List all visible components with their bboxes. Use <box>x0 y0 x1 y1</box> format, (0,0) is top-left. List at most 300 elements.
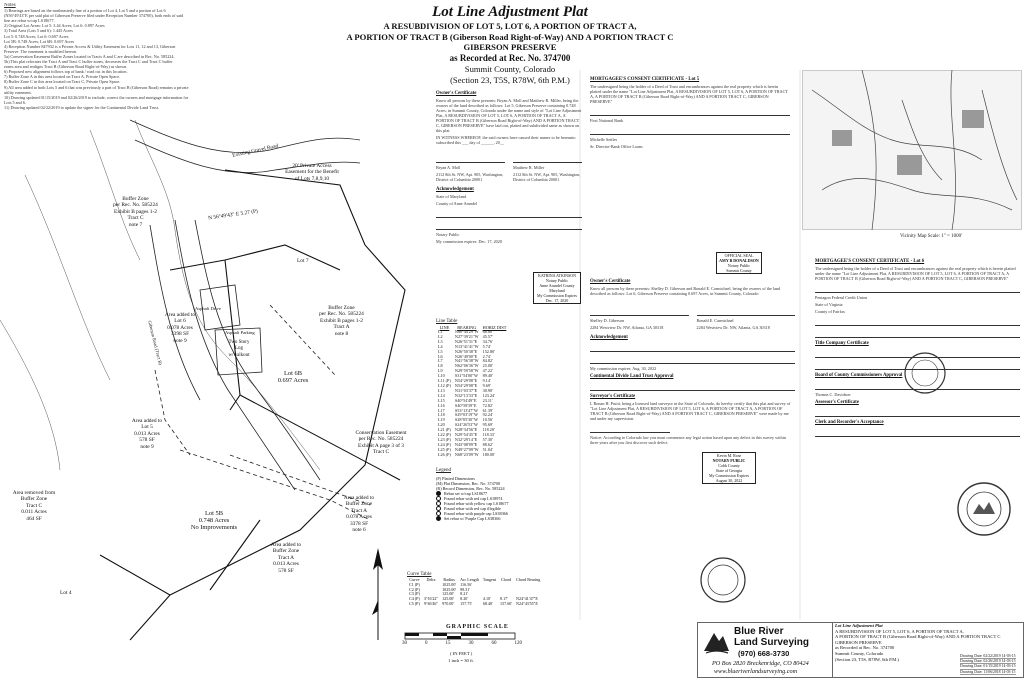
label-area-lot5 <box>127 418 167 450</box>
curve-table-header: Radius <box>443 577 455 582</box>
line-table-cell: L15 <box>438 397 445 403</box>
sheet-line: GIBERSON PRESERVE <box>835 639 882 645</box>
note-line: 10) Drawing updated 01/15/2019 and 02/26/2019 to include, correct the owners and mortgage information for <box>4 94 189 100</box>
ack-county: County of Fairfax <box>815 309 846 314</box>
curve-table <box>407 578 542 607</box>
assessor-heading: Assessor's Certificate <box>815 400 859 405</box>
board-signer: Thomas C. Davidson <box>815 392 851 397</box>
mortgagee-heading: MORTGAGEE'S CONSENT CERTIFICATE - Lot 5 <box>590 77 700 82</box>
line-table-cell: L3 <box>438 338 443 344</box>
label-text: Exhibit A page 3 of 3 <box>358 442 404 449</box>
curve-table-title: Curve Table <box>407 572 432 577</box>
curve-table-cell: 9°46'46" <box>423 600 439 606</box>
note-line: 4) Reception Number 847932 is a Private Access & Utility Easement for Lots 11, 12 and 13, Giberson <box>4 43 176 49</box>
plat-county: Summit County, Colorado <box>464 63 556 74</box>
curve-table-cell: 8.17' <box>500 596 508 602</box>
plat-section: (Section 23, T5S, R78W, 6th P.M.) <box>450 74 570 85</box>
company-name-1: Blue River <box>734 626 784 637</box>
label-text: Lot 6B <box>284 370 302 377</box>
curve-table-cell: 125.00' <box>442 596 455 602</box>
line-table-cell: 30.90' <box>482 387 493 393</box>
ack-state: State of Virginia <box>815 302 843 307</box>
label-text: 578 SF <box>139 437 155 444</box>
label-text: note 9 <box>140 443 154 450</box>
line-table-cell: L19 <box>438 417 445 423</box>
label-text: 464 SF <box>26 515 42 522</box>
line-table-cell: N68°23'09"W <box>454 451 479 457</box>
signer-name: Bryan A. Moll <box>436 165 461 170</box>
line-table-cell: 9.69' <box>482 382 491 388</box>
line-table-cell: 34.76' <box>482 338 493 344</box>
line-table-cell: N54°29'08"E <box>454 378 478 384</box>
ack-heading: Acknowledgement <box>436 187 474 192</box>
revision-row: Drawing Date: 01/15/2019 14-03-15 <box>960 664 1016 669</box>
line-table-body <box>436 330 508 458</box>
curve-table-header: Chord <box>500 577 512 582</box>
signature-line <box>590 381 795 391</box>
line-table-cell: L13 <box>438 387 445 393</box>
label-area-buffer <box>339 495 379 533</box>
revision-row: Drawing Date: 02/22/2019 14-03-15 <box>960 654 1016 658</box>
mortgagee-title: Sr. Director-Bank Office Loans <box>590 144 643 149</box>
ack-county: County of Anne Arundel <box>436 201 478 206</box>
curve-table-body <box>407 583 542 607</box>
curve-table-block <box>407 572 542 607</box>
curve-table-cell: N24°41'47"E <box>516 596 538 602</box>
signature-line <box>815 283 1020 293</box>
north-arrow <box>372 548 383 640</box>
mortgagee-body: The undersigned being the holder of a Deed of Trust and encumbrances against the real property which is herein platted under the name "Lot Line Adjustment Plat, A RESUBDIVISION OF LOT 5, LOT 6, A PORTION OF TRACT A, A PORTION OF TRACT B (Giberson Road Right-of-Way) AND A PORTION TRACT C, GIBERSON PRESERVE" <box>815 266 1016 281</box>
line-table-cell: S40°54'49"E <box>454 397 477 403</box>
line-table-cell: N31°03'37"E <box>454 387 478 393</box>
line-table-cell: 45.57' <box>482 333 493 339</box>
owners-cert-body: Know all persons by these presents: Bryan A. Moll and Matthew R. Miller, being the owners of the land described as follows: Lot 5, Giberson Preserve containing 0.748 Acres, in Summit County, Colorado under the name and style of "Lot Line Adjustment Plat, A RESUBDIVISION OF LOT 5, LOT 6, A PORTION OF TRACT A, A PORTION OF TRACT B (Giberson Road Right-of-Way) AND A PORTION TRACT C, GIBERSON PRESERVE" have laid out, platted and subdivided same as shown on this plat. <box>436 98 582 133</box>
sheet-line: as Recorded at Rec. No. 374700 <box>835 645 895 651</box>
line-table-cell: 47.22' <box>482 368 493 374</box>
line-table-cell: L14 <box>438 392 445 398</box>
vicinity-map-label: Vicinity Map Scale: 1" = 1000' <box>900 234 962 239</box>
notary-stamp <box>702 452 756 484</box>
line-table <box>436 325 508 458</box>
note-line: Lot 5: 0.748 Acres; Lot 6: 0.697 Acres <box>4 33 69 39</box>
label-text: Area removed from <box>12 490 56 496</box>
line-table-cell: 25.00' <box>482 363 493 369</box>
line-table-cell: 68.80' <box>482 329 493 334</box>
curve-table-cell: 970.00' <box>442 600 455 606</box>
stamp-text: Summit County <box>726 268 752 273</box>
survey-notice: Notice: According to Colorado law you must commence any legal action based upon any defect in this survey within three years after you first discover such defect. <box>590 435 786 445</box>
signer-name: Ronald E. Carmichael <box>696 318 734 323</box>
label-text: No Improvements <box>190 524 238 531</box>
label-text: 0.011 Acres <box>21 509 47 516</box>
signer-address: 2284 Westview Dr. NW, Atlanta, GA 30318 <box>696 325 770 330</box>
note-line: 5b) This plat relocates the Tract A and Tract C buffer zones, decreases the Tract C and Tract C buffer <box>4 59 173 65</box>
label-text: 0.697 Acres <box>277 377 309 384</box>
signature-line <box>590 423 670 433</box>
graphic-scale-bar <box>405 633 515 639</box>
line-table-cell: 51.04' <box>482 446 493 452</box>
curve-table-header-row <box>407 578 542 583</box>
label-text: 0.013 Acres <box>273 561 299 568</box>
line-table-cell: 61.39' <box>482 407 493 413</box>
line-table-cell: L5 <box>438 348 443 354</box>
label-text: 0.748 Acres <box>198 517 230 524</box>
label-text: note 8 <box>334 330 349 337</box>
label-text: Buffer Zone <box>122 196 149 202</box>
signature-line <box>590 354 795 364</box>
label-text: Buffer Zone <box>20 496 48 503</box>
line-table-cell: S24°26'53"W <box>454 422 478 428</box>
label-text: 0.078 Acres <box>346 514 372 521</box>
line-table-cell: 180.00' <box>482 451 495 457</box>
label-road-name: Giberson Road (Tract B) <box>147 320 164 366</box>
label-area-removed <box>12 490 56 522</box>
title-cert-heading: Title Company Certificate <box>815 341 869 346</box>
line-table-cell: L21 (P) <box>438 427 451 433</box>
notary-stamp <box>533 272 581 304</box>
line-table-cell: 5.74' <box>482 343 491 349</box>
curve-table-cell: 3°16'22" <box>423 596 439 602</box>
stamp-text: Cobb County <box>718 463 740 468</box>
stamp-text: Kevin M. Rose <box>716 453 742 458</box>
label-text: per Rec. No. 585224 <box>358 436 404 443</box>
company-address: PO Box 2820 Breckenridge, CO 80424 <box>712 660 809 667</box>
stamp-text: NOTARY PUBLIC <box>712 458 746 463</box>
label-text: w/walkout <box>228 352 250 358</box>
label-text: Two Story <box>228 340 250 345</box>
signature-line <box>436 208 582 218</box>
line-table-cell: N62°06'36"W <box>454 363 479 369</box>
line-table-cell: N28°34'56"E <box>454 427 478 433</box>
label-text: Exhibit B pages 1-2 <box>114 208 157 215</box>
label-text: 0.013 Acres <box>134 430 160 437</box>
ack-state: State of Maryland <box>436 194 467 199</box>
company-name-2: Land Surveying <box>734 637 810 648</box>
sheet-line: A PORTION OF TRACT B (Giberson Road Right-of-Way) AND A PORTION TRACT C <box>835 634 1001 640</box>
curve-table-cell: C3 (P) <box>409 591 420 597</box>
label-house <box>224 340 254 359</box>
line-table-cell: 152.80' <box>482 348 495 354</box>
owners-certificate-lot6 <box>590 276 795 447</box>
line-table-cell: L16 <box>438 402 445 408</box>
mortgagee-bank: Pentagon Federal Credit Union <box>815 295 868 300</box>
label-text: 0.078 Acres <box>167 324 193 331</box>
label-buffer-zone-left <box>108 196 163 228</box>
label-buffer-zone-right <box>314 305 369 337</box>
line-table-cell: S31°54'00"W <box>454 373 478 379</box>
signature-line <box>436 220 582 230</box>
signer-address: 2112 8th St. NW, Apt. 905, Washington, District of Columbia 20001 <box>436 172 504 182</box>
line-table-cell: N26°51'31"E <box>454 338 478 344</box>
curve-table-header: Delta <box>426 577 436 582</box>
line-table-cell: L23 (P) <box>438 436 451 442</box>
curve-table-cell: C4 (P) <box>409 596 420 602</box>
line-table-cell: N13°41'41"W <box>454 343 479 349</box>
label-private-access <box>283 163 341 182</box>
label-text: 3378 SF <box>349 520 369 527</box>
signature-line <box>815 407 1020 417</box>
legend-text: (M) Plat Dimension, Rec. No. 374700 <box>436 481 500 486</box>
label-lot-5b <box>184 510 244 531</box>
vicinity-map <box>802 70 1022 230</box>
line-table-cell: 92.24' <box>482 412 493 418</box>
line-table-cell: N32°29'14"E <box>454 436 478 442</box>
line-table-row <box>436 453 508 458</box>
line-table-cell: N54°29'08"E <box>454 382 478 388</box>
line-table-header: BEARING <box>457 325 477 330</box>
signer-address: 2284 Westview Dr. NW, Atlanta, GA 30318 <box>590 325 664 330</box>
line-table-cell: 84.82' <box>482 358 493 364</box>
line-table-cell: N29°54'45"E <box>454 432 478 438</box>
line-table-cell: 23.11' <box>482 397 493 403</box>
line-table-cell: 88.62' <box>482 441 493 447</box>
notary-label: Notary Public <box>436 232 460 237</box>
label-text: Tract A <box>277 554 295 561</box>
note-line: Lots 5 and 6. <box>4 99 26 105</box>
line-table-cell: L20 <box>438 422 445 428</box>
line-table-cell: L11 (P) <box>438 378 451 384</box>
curve-table-cell: 1025.00' <box>442 586 457 592</box>
label-text: 3398 SF <box>170 331 190 338</box>
line-table-cell: L1 <box>438 329 443 334</box>
signature-line <box>697 306 796 316</box>
label-text: Area added to <box>270 542 302 548</box>
label-text: Log <box>234 346 244 352</box>
clerk-heading: Clerk and Recorder's Acceptance <box>815 420 884 425</box>
curve-table-row <box>407 602 542 607</box>
sheet-line: (Section 23, T5S, R78W, 6th P.M.) <box>835 656 900 662</box>
line-table-cell: L22 (P) <box>438 432 451 438</box>
legend-block <box>436 468 576 521</box>
notes-heading: Notes <box>4 3 16 8</box>
legend-text: Found rebar with yellow cap LS18677 <box>444 501 509 506</box>
label-text: Area added to <box>343 495 375 501</box>
line-table-cell: L7 <box>438 358 443 364</box>
board-heading: Board of County Commissioners Approval <box>815 373 903 378</box>
curve-table-cell: 98.31' <box>460 586 471 592</box>
label-text: Tract C <box>127 215 144 222</box>
plat-subtitle-3: GIBERSON PRESERVE <box>463 42 557 52</box>
company-logo-box <box>697 622 833 678</box>
line-table-cell: 72.82' <box>482 402 493 408</box>
label-text: of Lots 7,8,9,10 <box>294 175 330 182</box>
legend-text: Found rebar with purple cap LS38366 <box>444 511 508 516</box>
signature-line <box>590 106 790 116</box>
note-line: 1) Bearings are based on the northeasterly line of a portion of Lot 4, Lot 5 and a portion of Lot 6 <box>4 8 166 14</box>
signature-line <box>590 306 689 316</box>
line-table-cell: S53°13'47"W <box>454 407 478 413</box>
revision-table <box>960 654 1016 675</box>
line-table-cell: L10 <box>438 373 445 379</box>
signer-name: Matthew R. Miller <box>513 165 545 170</box>
line-table-cell: L25 (P) <box>438 446 451 452</box>
mortgagee-certificate-lot5 <box>590 74 790 151</box>
company-website: www.blueriverlandsurveying.com <box>714 668 798 675</box>
scale-tick: 0 <box>425 641 428 646</box>
owners-cert-heading: Owner's Certificate <box>590 279 631 284</box>
scale-tick: 30 <box>468 641 474 646</box>
lot-boundaries <box>100 170 405 640</box>
label-text: Buffer Zone <box>345 501 373 508</box>
line-table-cell: 57.30' <box>482 436 493 442</box>
sheet-title: Lot Line Adjustment Plat <box>835 623 883 628</box>
plat-title: Lot Line Adjustment Plat <box>432 4 588 20</box>
curve-table-header: Arc Length <box>460 577 479 582</box>
surveyor-heading: Surveyor's Certificate <box>590 394 636 399</box>
stamp-text: State of Georgia <box>715 468 743 473</box>
signature-line <box>590 125 790 135</box>
curve-table-cell: C5 (P) <box>409 600 420 606</box>
signer-address: 2112 8th St. NW, Apt. 905, Washington, District of Columbia 20001 <box>513 172 581 182</box>
scale-tick: 120 <box>514 641 522 646</box>
label-text: Easement for the Benefit <box>285 169 339 176</box>
line-table-cell: 2.74' <box>482 353 491 359</box>
stamp-text: Notary Public <box>545 278 569 283</box>
legend-text: Found rebar with red cap illegible <box>444 506 501 511</box>
curve-table-cell: N24°43'55"E <box>516 600 538 606</box>
curve-table-header: Chord Bearing <box>516 577 541 582</box>
line-table-cell: 118.20' <box>482 427 495 433</box>
note-line: 3) Total Area (Lots 5 and 6): 1.445 Acres <box>4 28 73 34</box>
plat-reception: as Recorded at Rec. No. 374700 <box>449 52 571 63</box>
line-table-cell: L9 <box>438 368 443 374</box>
scale-tick: 15 <box>445 641 451 646</box>
label-existing-road: Existing Gravel Road <box>231 143 279 159</box>
stamp-text: My Commission Expires August 30, 2022 <box>708 473 749 483</box>
mortgagee-bank: First National Bank <box>590 118 624 123</box>
line-table-header: LINE <box>439 325 450 330</box>
label-text: Tract C <box>372 449 390 456</box>
owners-cert-heading: Owner's Certificate <box>436 91 477 96</box>
legend-text: Rebar set w/cap LS18677 <box>444 491 488 496</box>
note-line: zones area and realigns Tract B (Giberson Road Right-of-Way) as shown. <box>4 64 128 70</box>
sheet-line: A RESUBDIVISION OF LOT 5, LOT 6, A PORTION OF TRACT A, <box>835 628 964 634</box>
curve-table-cell: 157.60' <box>500 600 513 606</box>
scale-unit: ( IN FEET ) <box>450 651 473 656</box>
signature-line <box>590 342 795 352</box>
signature-line <box>436 153 505 163</box>
county-seal-icon <box>902 350 948 396</box>
line-table-cell: N41°56'38"W <box>454 358 479 364</box>
legend-text: (R) Record Dimension, Rec. No. 585224 <box>436 486 505 491</box>
curve-table-header: Tangent <box>482 577 497 582</box>
line-table-cell: N80°44'29"W <box>454 329 479 334</box>
label-conservation-easement <box>351 430 411 456</box>
line-table-cell: N26°49'00"E <box>454 353 478 359</box>
line-table-cell: L24 (P) <box>438 441 451 447</box>
curve-table-cell: 116.56' <box>460 581 472 587</box>
label-area-lot6 <box>163 312 197 344</box>
revision-row: Drawing Date: 02/26/2019 14-03-15 <box>960 659 1016 664</box>
line-table-cell: N26°50'38"E <box>454 348 478 354</box>
label-text: Lot 5 <box>141 424 153 431</box>
label-text: Exhibit B pages 1-2 <box>320 317 363 324</box>
label-asphalt-parking: Asphalt Parking <box>225 330 255 335</box>
scale-ticks <box>402 641 522 646</box>
line-table-cell: L8 <box>438 363 443 369</box>
signature-line <box>815 316 1020 326</box>
stamp-text: Maryland <box>549 288 565 293</box>
company-mountain-icon <box>702 627 730 655</box>
label-text: Tract A <box>333 324 350 331</box>
line-table-cell: 118.33' <box>482 432 495 438</box>
surveyor-seal-icon <box>698 555 748 605</box>
note-line: Lot 5B: 0.748 Acres; Lot 6B: 0.697 Acres <box>4 38 75 44</box>
line-table-cell: L12 (P) <box>438 382 451 388</box>
label-text: Tract C <box>25 502 43 509</box>
label-text: 20' Private Access <box>292 163 332 169</box>
signer-name: Shelley D. Giberson <box>590 318 625 323</box>
line-table-title: Line Table <box>436 319 458 324</box>
note-line: Preserve. The easement is modified hereon. <box>4 48 78 54</box>
company-phone: (970) 668-3730 <box>738 649 790 658</box>
surveyor-body: I, Ronan H. Pruitt, being a licensed land surveyor in the State of Colorado, do hereby certify that this plat and survey of "Lot Line Adjustment Plat, A RESUBDIVISION OF LOT 5, LOT 6, A PORTION OF TRACT A, A PORTION OF TRACT B (Giberson Road Right-of-Way) AND A PORTION TRACT C, GIBERSON PRESERVE" were made by me and under my supervision. <box>590 401 791 421</box>
signature-line <box>815 427 1020 437</box>
label-text: 578 SF <box>278 567 294 574</box>
note-line: 5a) Conservation Easement Buffer Zones located in Tracts A and C are described in Rec. No. 585224. <box>4 53 175 59</box>
label-lot-7: Lot 7 <box>297 258 309 264</box>
curve-table-cell: 8.21' <box>460 591 469 597</box>
legend-title: Legend <box>436 468 451 473</box>
line-table-cell: N29°59'58"W <box>454 368 479 374</box>
legend-text: (P) Platted Dimensions <box>436 476 475 481</box>
cdlt-heading: Continental Divide Land Trust Approval <box>590 374 674 379</box>
ack-heading: Acknowledgement <box>590 335 628 340</box>
signature-line <box>815 328 1020 338</box>
sheet-line: Summit County, Colorado <box>835 650 884 656</box>
line-table-cell: 89.40' <box>482 373 493 379</box>
line-table-cell: L26 (P) <box>438 451 451 457</box>
legend-text: Found rebar with red cap LS18974 <box>444 496 503 501</box>
mortgagee-body: The undersigned being the holder of a Deed of Trust and encumbrances against the real property which is herein platted under the name "Lot Line Adjustment Plat, A RESUBDIVISION OF LOT 5, LOT 6, A PORTION OF TRACT A, A PORTION OF TRACT B (Giberson Road Right-of-Way) AND A PORTION TRACT C, GIBERSON PRESERVE" <box>590 84 788 104</box>
line-table-cell: 95.69' <box>482 422 493 428</box>
owners-certificate-lot5 <box>436 88 582 246</box>
curve-table-header: Curve <box>409 577 420 582</box>
label-bearing-top: N 56°49'43" E 5.27 (P) <box>207 208 259 222</box>
line-table-cell: N32°13'33"E <box>454 392 478 398</box>
mortgagee-signer: Michelle Settles <box>590 137 618 142</box>
legend-items <box>436 476 576 521</box>
scale-inch: 1 inch = 30 ft. <box>448 658 474 663</box>
mortgagee-certificate-lot6 <box>815 256 1020 439</box>
note-line: line are rebar w/cap LS18677. <box>4 18 55 24</box>
notary-stamp <box>716 252 762 274</box>
line-table-cell: L6 <box>438 353 443 359</box>
notary-commission: My commission expires: Aug. 30, 2022 <box>590 366 657 371</box>
stamp-text: KATRINA ATKINSON <box>537 273 577 278</box>
line-table-cell: S28°05'30"W <box>454 417 478 423</box>
label-lot-6b <box>268 370 318 384</box>
curve-table-cell: 125.00' <box>442 591 455 597</box>
note-line: 7) Buffer Zone A in this area located on Tract A, Private Open Space. <box>4 74 121 80</box>
plat-subtitle-1: A RESUBDIVISION OF LOT 5, LOT 6, A PORTION OF TRACT A, <box>383 21 637 31</box>
note-line: (N56°49'43"E per said plat of Giberson Preserve filed under Reception Number 374700), both ends of said <box>4 13 184 19</box>
scale-tick: 30 <box>402 641 407 646</box>
filled-dot-icon <box>436 516 441 521</box>
line-table-cell: L2 <box>438 333 443 339</box>
note-line: 9) All area added to both Lots 5 and 6 that was previously a part of Tract B (Giberson Road) remains a private <box>4 84 189 90</box>
note-line: utility easement. <box>4 89 32 95</box>
line-table-cell: 123.24' <box>482 392 495 398</box>
stamp-text: Notary Public <box>727 263 751 268</box>
note-line: 6) Proposed new alignment follows top of bank / road cut in this location. <box>4 69 128 75</box>
line-table-cell: 10.56' <box>482 417 493 423</box>
curve-table-cell: C1 (P) <box>409 581 420 587</box>
label-text: Buffer Zone <box>272 548 300 555</box>
label-text: Buffer Zone <box>328 305 355 311</box>
stamp-text: My Commission Expires Dec. 17, 2020 <box>536 293 577 303</box>
label-area-buffer-low <box>266 542 306 574</box>
